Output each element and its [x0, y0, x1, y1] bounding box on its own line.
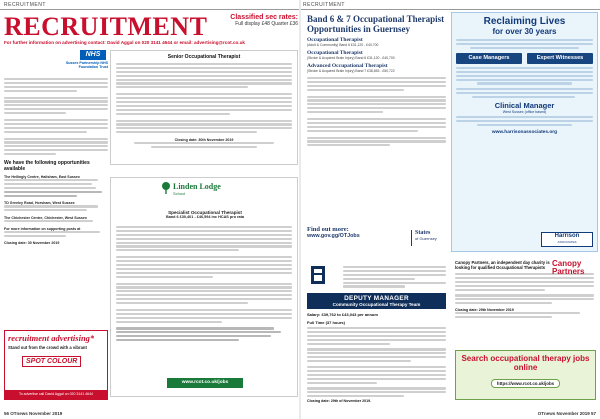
linden-lodge-heading [141, 210, 269, 219]
linden-lodge-logo [173, 183, 221, 196]
states-logo-line1: States [415, 230, 431, 236]
guernsey-advert [303, 12, 450, 262]
spot-ad-line2: Stand out from the crowd with a vibrant [8, 345, 87, 350]
nhs-opportunities-heading: We have the following opportunities available [4, 160, 90, 173]
harrison-logo-name: Harrison [554, 233, 580, 239]
guernsey-role-1-band: (Adult & Community) Band 6 £31,120 - £40,700 [307, 43, 379, 47]
fees-block [150, 14, 298, 27]
case-managers-button[interactable]: Case Managers [456, 53, 522, 64]
expert-witnesses-button[interactable]: Expert Witnesses [527, 53, 593, 64]
linden-lodge-post: Specialist Occupational Therapist [168, 210, 242, 215]
guernsey-find-out [307, 226, 360, 239]
harrison-website-link[interactable]: www.harrisonassociates.org [491, 130, 558, 136]
nhs-body [4, 78, 108, 245]
canopy-logo-text: Canopy Partners [552, 259, 585, 276]
deputy-manager-closing: Closing date: 29th of November 2019. [307, 399, 372, 404]
guernsey-find-label: Find out more: [307, 226, 349, 233]
linden-lodge-advert [110, 177, 298, 397]
spot-ad-footer: To advertise call David Aggal on 020 3141 4644 [5, 390, 107, 399]
tree-icon [161, 182, 171, 194]
fees-sub: Full display £48 Quarter £36 [235, 21, 298, 27]
page-gutter [299, 0, 301, 419]
masthead: RECRUITMENT [4, 12, 208, 41]
harrison-logo [541, 232, 593, 247]
canopy-heading: Canopy Partners, an independent day charity is looking for qualified Occupational Therapists [455, 260, 550, 270]
harrison-role-buttons [456, 53, 593, 64]
senior-ot-title: Senior Occupational Therapist [167, 54, 241, 60]
guernsey-title: Band 6 & 7 Occupational Therapist Opportunities in Guernsey [307, 14, 445, 34]
linden-lodge-name: Linden Lodge [173, 182, 221, 191]
nhs-closing-date: Closing date: 30 November 2019 [4, 240, 60, 245]
left-page-footer: 56 OTnews November 2019 [4, 411, 63, 416]
deputy-manager-team: Community Occupational Therapy Team [332, 302, 421, 307]
nhs-location-2: TD Greeley Road, Horsham, West Sussex [4, 201, 75, 206]
harrison-subtitle: for over 30 years [492, 27, 557, 36]
harrison-logo-sub: ASSOCIATES [557, 240, 577, 244]
linden-lodge-url[interactable]: www.rcot.co.uk/jobs [167, 378, 243, 388]
senior-ot-closing: Closing date: 30th November 2019 [174, 138, 234, 143]
right-running-head: RECRUITMENT [303, 2, 345, 8]
guernsey-role-2-band: (Stroke & Acquired Brain Injury) Band 6 £31,120 - £40,700 [307, 56, 395, 60]
harrison-associates-advert [451, 12, 598, 252]
deputy-manager-hours: Full Time (37 hours) [307, 320, 345, 325]
spot-ad-line1: recruitment advertising* [8, 333, 95, 343]
nhs-location-3: The Chichester Centre, Chichester, West Sussex [4, 216, 87, 221]
guernsey-role-1: Occupational Therapist [307, 37, 363, 43]
canopy-logo [552, 260, 594, 276]
advertising-contact: For further information on advertising contact: David Aggal on 020 3141 4644 or email: advertising@rcot.co.uk [4, 40, 245, 45]
clinical-manager-heading: Clinical Manager [494, 101, 555, 111]
spot-colour-advert [4, 330, 108, 400]
search-jobs-advert [455, 350, 596, 400]
right-page-footer: OTnews November 2019 57 [537, 411, 596, 416]
spot-colour-badge: SPOT COLOUR [22, 356, 81, 367]
guernsey-role-2: Occupational Therapist [307, 50, 363, 56]
senior-ot-advert [110, 50, 298, 165]
left-running-head: RECRUITMENT [4, 2, 46, 8]
guernsey-role-3-band: (Stroke & Acquired Brain Injury) Band 7 £38,653 - £50,722 [307, 69, 395, 73]
nhs-location-1: The Hellingly Centre, Hailsham, East Sussex [4, 175, 80, 180]
clinical-manager-location: West Sussex (office based) [502, 110, 547, 115]
fees-title: Classified sec rates: [230, 14, 298, 21]
guernsey-role-3: Advanced Occupational Therapist [307, 63, 388, 69]
states-logo-line2: of Guernsey [415, 236, 437, 241]
deputy-manager-banner [307, 293, 446, 309]
deputy-manager-title: DEPUTY MANAGER [344, 295, 409, 302]
deputy-manager-advert [303, 262, 450, 404]
states-of-guernsey-logo [411, 230, 447, 246]
guernsey-url[interactable]: www.gov.gg/OTJobs [307, 233, 360, 239]
linden-lodge-sub: School [173, 191, 186, 196]
harrison-title: Reclaiming Lives [483, 16, 566, 27]
canopy-closing: Closing date: 29th November 2019 [455, 308, 514, 313]
search-ad-url[interactable]: https://www.rcot.co.uk/jobs [491, 379, 560, 388]
linden-lodge-body [116, 226, 292, 343]
search-ad-heading: Search occupational therapy jobs online [461, 354, 590, 372]
nhs-more-info: For more information on supporting posts at [4, 227, 81, 232]
nhs-logo: NHS [80, 50, 106, 60]
deputy-manager-salary: Salary: £39,762 to £43,043 per annum [307, 312, 378, 317]
nhs-trust-name: Sussex Partnership NHS Foundation Trust [65, 61, 108, 70]
linden-lodge-band: Band 6 £30,401 - £46,594 inc HCAS pro rata [165, 215, 245, 219]
